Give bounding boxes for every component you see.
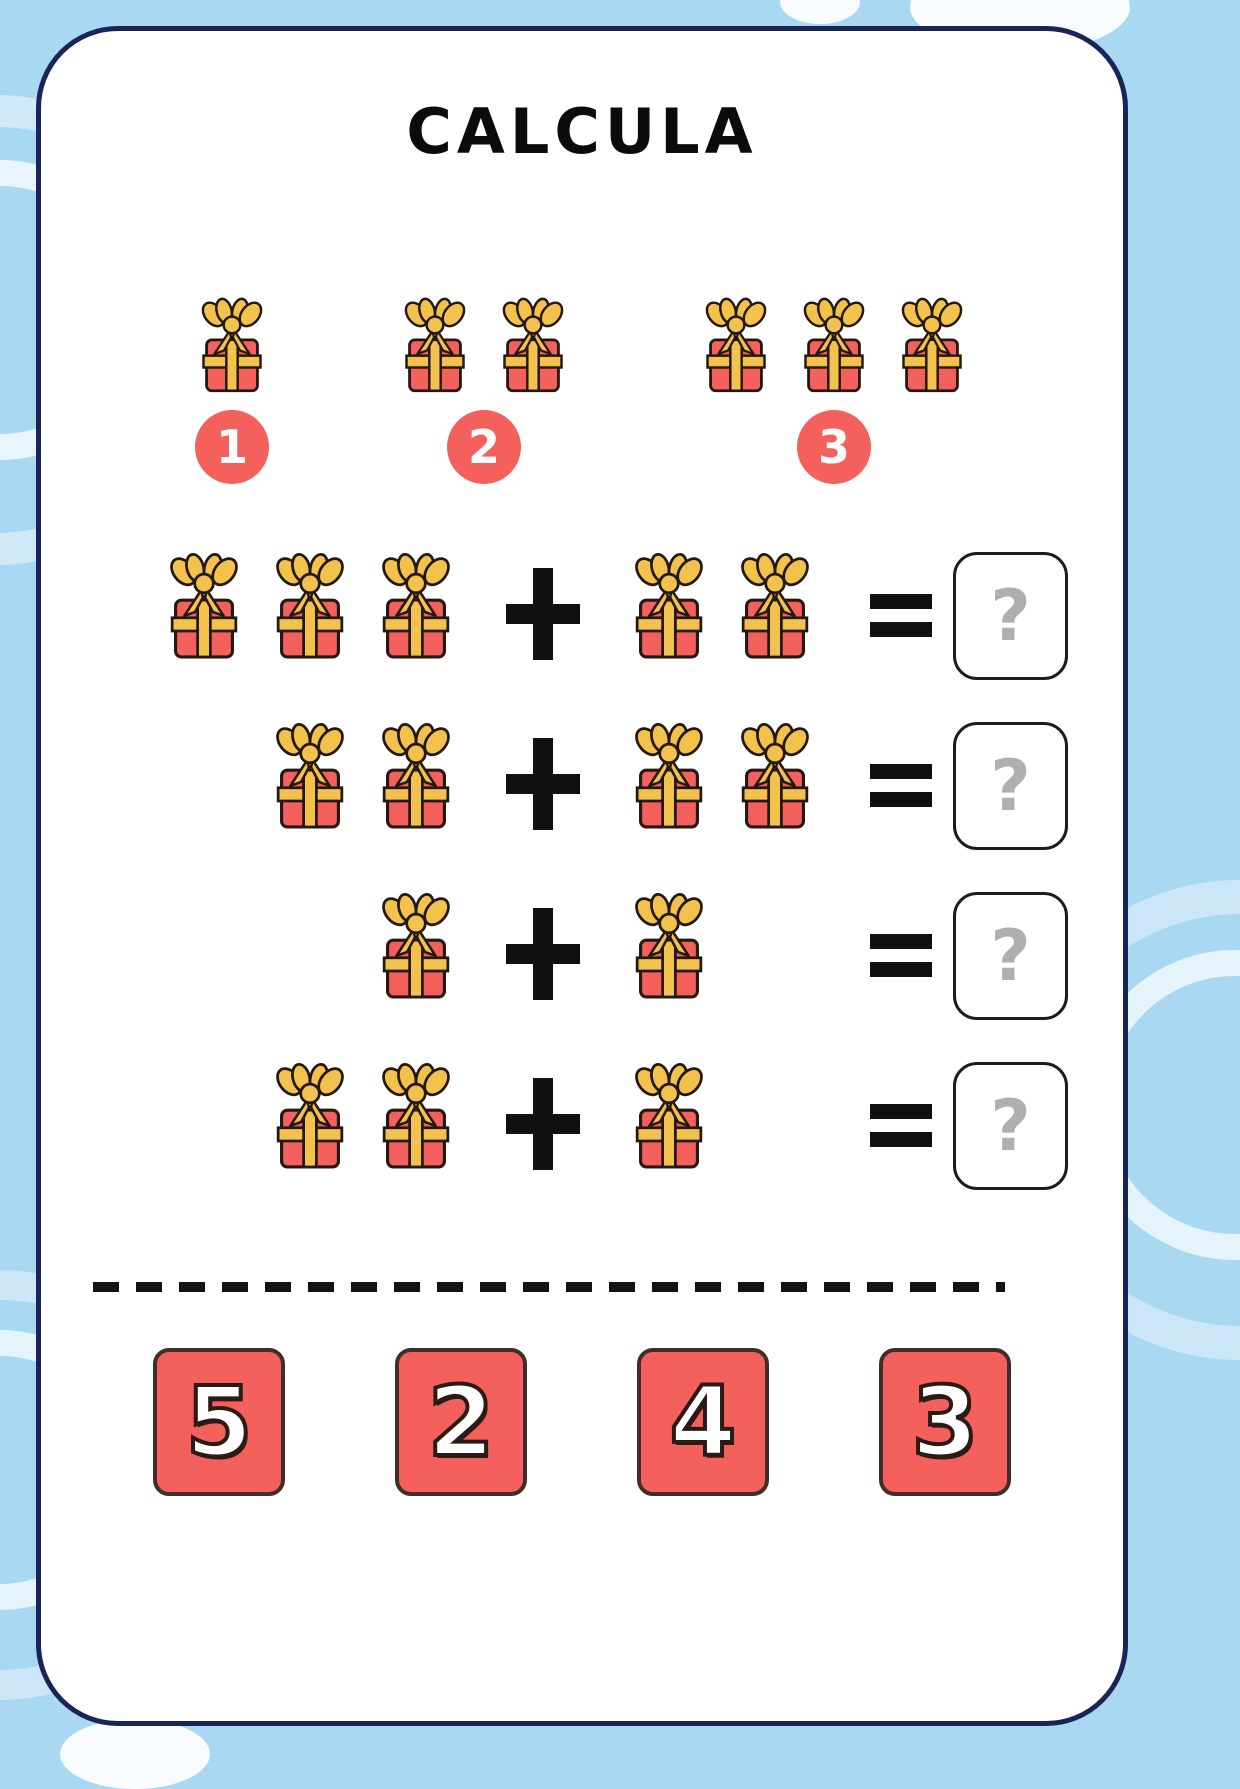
question-mark: ? xyxy=(990,915,1031,997)
equals-sign xyxy=(848,578,953,637)
equation-row xyxy=(67,534,1097,662)
answer-option-tile[interactable] xyxy=(879,1348,1011,1496)
equation-row xyxy=(67,1044,1097,1172)
gift-icon xyxy=(489,296,577,396)
legend-group xyxy=(391,296,577,484)
legend-group xyxy=(692,296,976,484)
dashed-divider xyxy=(93,1282,1005,1292)
gift-icon xyxy=(692,296,780,396)
gift-icon xyxy=(391,296,479,396)
legend-gift-row xyxy=(692,296,976,396)
answer-option-label: 3 xyxy=(911,1366,979,1478)
worksheet-card xyxy=(36,26,1128,1726)
gift-icon xyxy=(726,721,824,833)
plus-sign xyxy=(465,724,620,830)
answer-options xyxy=(41,1348,1123,1496)
legend-group xyxy=(188,296,276,484)
legend-count-badge: 1 xyxy=(195,410,269,484)
plus-sign xyxy=(465,1064,620,1170)
gift-icon xyxy=(188,296,276,396)
answer-option-tile[interactable] xyxy=(637,1348,769,1496)
answer-box[interactable] xyxy=(953,722,1068,850)
answer-option-label: 2 xyxy=(427,1366,495,1478)
gift-icon xyxy=(261,551,359,663)
equation-row xyxy=(67,704,1097,832)
gift-icon xyxy=(790,296,878,396)
left-operand-gifts xyxy=(67,891,465,1003)
answer-option-label: 4 xyxy=(669,1366,737,1478)
question-mark: ? xyxy=(990,1085,1031,1167)
gift-icon xyxy=(367,551,465,663)
answer-option-tile[interactable] xyxy=(153,1348,285,1496)
equals-sign xyxy=(848,1088,953,1147)
equation-row xyxy=(67,874,1097,1002)
gift-icon xyxy=(726,551,824,663)
equals-sign xyxy=(848,748,953,807)
equations xyxy=(41,534,1123,1172)
gift-icon xyxy=(367,891,465,1003)
gift-icon xyxy=(367,1061,465,1173)
legend-gift-row xyxy=(188,296,276,396)
page-title: CALCULA xyxy=(406,95,758,168)
left-operand-gifts xyxy=(67,551,465,663)
gift-icon xyxy=(620,1061,718,1173)
gift-icon xyxy=(620,721,718,833)
legend-count-badge: 2 xyxy=(447,410,521,484)
answer-box[interactable] xyxy=(953,892,1068,1020)
gift-icon xyxy=(620,551,718,663)
background-cloud xyxy=(780,0,860,24)
answer-box[interactable] xyxy=(953,552,1068,680)
legend-count-badge: 3 xyxy=(797,410,871,484)
background-cloud xyxy=(60,1719,210,1789)
gift-icon xyxy=(261,1061,359,1173)
answer-box[interactable] xyxy=(953,1062,1068,1190)
question-mark: ? xyxy=(990,575,1031,657)
plus-sign xyxy=(465,894,620,1000)
left-operand-gifts xyxy=(67,721,465,833)
gift-icon xyxy=(155,551,253,663)
gift-icon xyxy=(261,721,359,833)
question-mark: ? xyxy=(990,745,1031,827)
answer-option-label: 5 xyxy=(185,1366,253,1478)
right-operand-gifts xyxy=(620,891,848,1003)
equals-sign xyxy=(848,918,953,977)
legend-gift-row xyxy=(391,296,577,396)
plus-sign xyxy=(465,554,620,660)
legend xyxy=(41,296,1123,484)
gift-icon xyxy=(888,296,976,396)
right-operand-gifts xyxy=(620,551,848,663)
left-operand-gifts xyxy=(67,1061,465,1173)
answer-option-tile[interactable] xyxy=(395,1348,527,1496)
right-operand-gifts xyxy=(620,721,848,833)
right-operand-gifts xyxy=(620,1061,848,1173)
gift-icon xyxy=(620,891,718,1003)
gift-icon xyxy=(367,721,465,833)
